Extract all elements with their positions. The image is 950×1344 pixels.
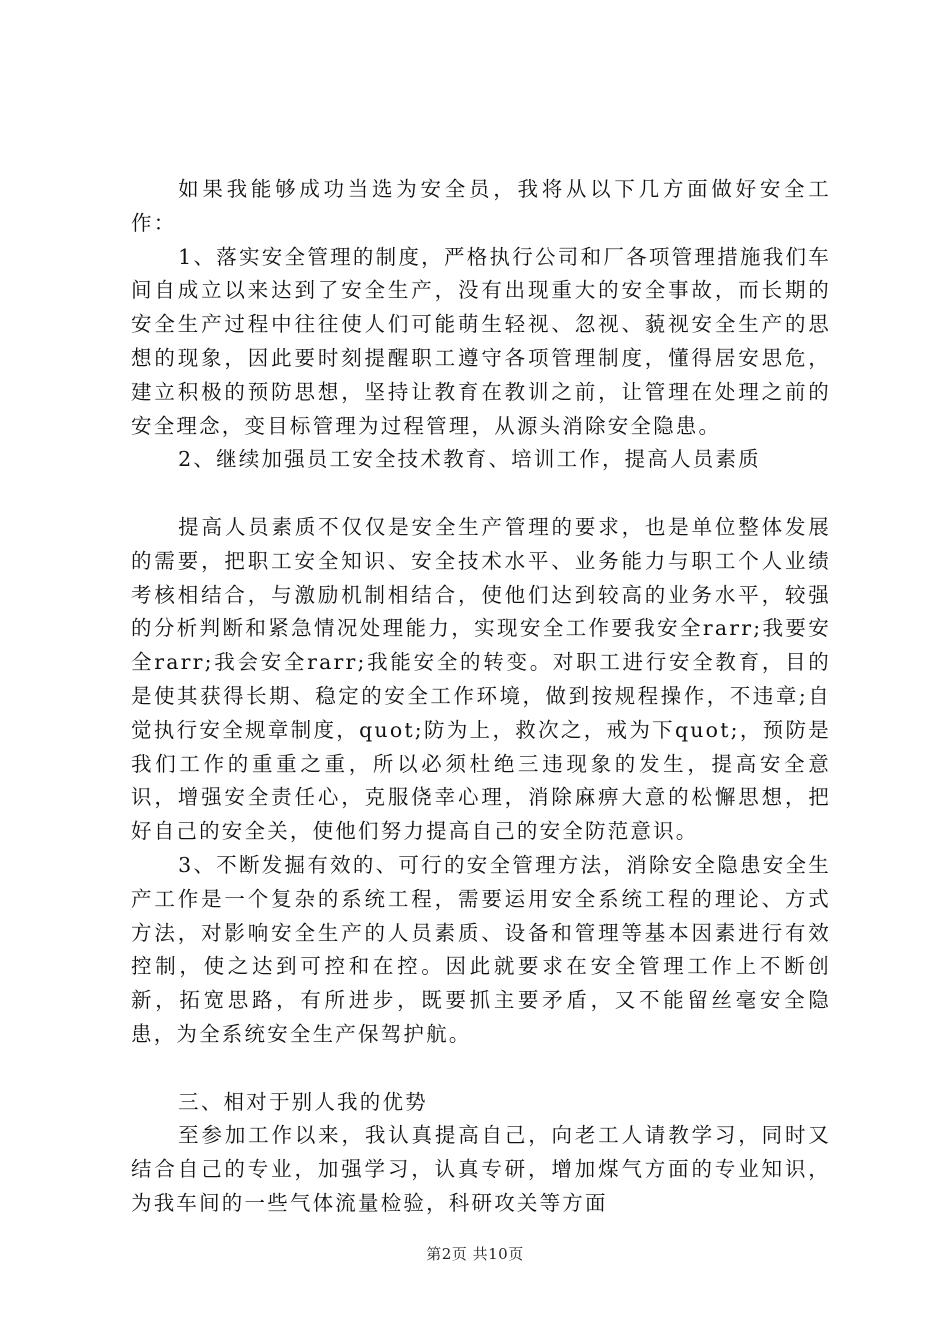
paragraph-advantages-body: 至参加工作以来，我认真提高自己，向老工人请教学习，同时又结合自己的专业，加强学习，认真专研，增加煤气方面的专业知识，为我车间的一些气体流量检验，科研攻关等方面: [131, 1123, 831, 1215]
paragraph-item-2-body: 提高人员素质不仅仅是安全生产管理的要求，也是单位整体发展的需要，把职工安全知识、安全技术水平、业务能力与职工个人业绩考核相结合，与激励机制相结合，使他们达到较高的业务水平，较强的分析判断和紧急情况处理能力，实现安全工作要我安全rarr;我要安全rarr;我会安全rarr;我能安全的转变。对职工进行安全教育，目的是使其获得长期、稳定的安全工作环境，做到按规程操作，不违章;自觉执行安全规章制度，quot;防为上，救次之，戒为下quot;，预防是我们工作的重重之重，所以必须杜绝三违现象的发生，提高安全意识，增强安全责任心，克服侥幸心理，消除麻痹大意的松懈思想，把好自己的安全关，使他们努力提高自己的安全防范意识。: [131, 514, 831, 844]
paragraph-item-3: 3、不断发掘有效的、可行的安全管理方法，消除安全隐患安全生产工作是一个复杂的系统工程，需要运用安全系统工程的理论、方式方法，对影响安全生产的人员素质、设备和管理等基本因素进行有效控制，使之达到可控和在控。因此就要求在安全管理工作上不断创新，拓宽思路，有所进步，既要抓主要矛盾，又不能留丝毫安全隐患，为全系统安全生产保驾护航。: [131, 852, 831, 1046]
paragraph-item-2-heading: 2、继续加强员工安全技术教育、培训工作，提高人员素质: [178, 447, 761, 472]
document-body: [131, 173, 831, 1221]
paragraph-item-1: 1、落实安全管理的制度，严格执行公司和厂各项管理措施我们车间自成立以来达到了安全生产，没有出现重大的安全事故，而长期的安全生产过程中往往使人们可能萌生轻视、忽视、藐视安全生产的思想的现象，因此要时刻提醒职工遵守各项管理制度，懂得居安思危，建立积极的预防思想，坚持让教育在教训之前，让管理在处理之前的安全理念，变目标管理为过程管理，从源头消除安全隐患。: [131, 244, 831, 438]
page-number-footer: 第2页 共10页: [426, 1245, 524, 1263]
section-heading-advantages: 三、相对于别人我的优势: [178, 1089, 428, 1114]
paragraph-intro: 如果我能够成功当选为安全员，我将从以下几方面做好安全工作：: [131, 177, 831, 235]
